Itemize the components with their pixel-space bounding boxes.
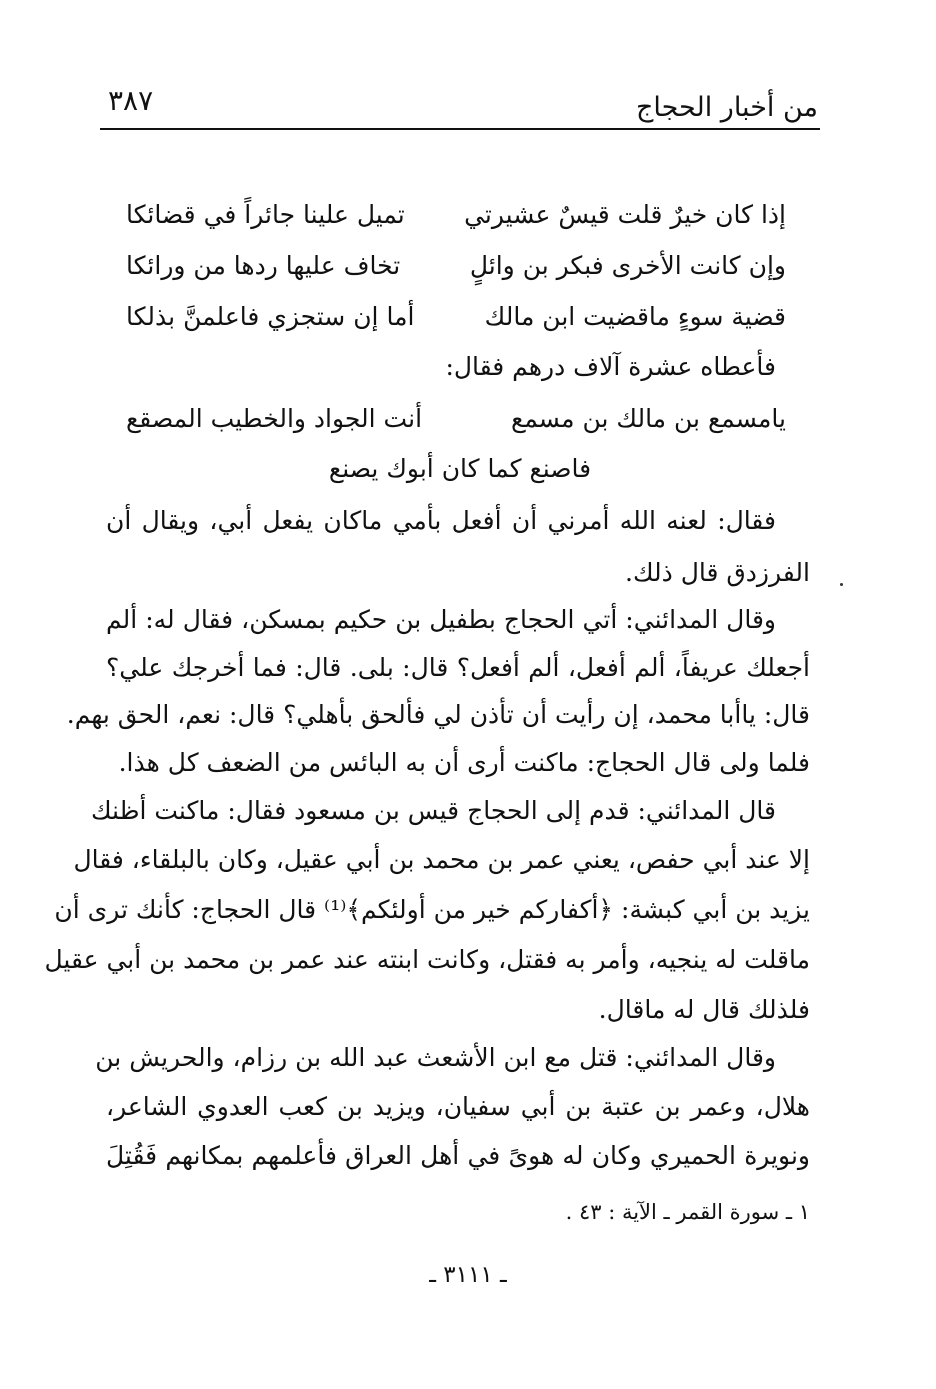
paragraph-line: أجعلك عريفاً، ألم أفعل، ألم أفعل؟ قال: بلى. قال: فما أخرجك علي؟ xyxy=(106,653,810,682)
paragraph-line: يزيد بن أبي كبشة: ﴿أكفاركم خير من أولئكم﴾⁽¹⁾ قال الحجاج: كأنك ترى أن xyxy=(54,895,810,924)
verse-second-hemistich: تميل علينا جائراً في قضائكا xyxy=(126,200,405,229)
paragraph-line: فلذلك قال له ماقال. xyxy=(598,995,810,1024)
paragraph-line: ونويرة الحميري وكان له هوىً في أهل العراق فأعلمهم بمكانهم فَقُتِلَ xyxy=(106,1141,810,1170)
paragraph-line: إلا عند أبي حفص، يعني عمر بن محمد بن أبي عقيل، وكان بالبلقاء، فقال xyxy=(73,845,810,874)
running-title: من أخبار الحجاج xyxy=(635,92,818,123)
paragraph-line: فقال: لعنه الله أمرني أن أفعل بأمي ماكان يفعل أبي، ويقال أن xyxy=(106,506,776,535)
verse-second-hemistich: أما إن ستجزي فاعلمنَّ بذلكا xyxy=(126,302,415,331)
verse-single-line: فاصنع كما كان أبوك يصنع xyxy=(328,454,592,483)
verse-line xyxy=(126,404,786,444)
scan-speck xyxy=(840,583,843,586)
verse-second-hemistich: تخاف عليها ردها من ورائكا xyxy=(126,251,401,280)
verse-line xyxy=(126,200,786,240)
verse-first-hemistich: إذا كان خيرٌ قلت قيسٌ عشيرتي xyxy=(464,200,786,229)
verse-second-hemistich: أنت الجواد والخطيب المصقع xyxy=(126,404,423,433)
verse-line xyxy=(126,302,786,342)
verse-first-hemistich: يامسمع بن مالك بن مسمع xyxy=(511,404,786,433)
verse-line xyxy=(126,251,786,291)
paragraph-line: الفرزدق قال ذلك. xyxy=(625,558,810,587)
paragraph-line: قال المدائني: قدم إلى الحجاج قيس بن مسعود فقال: ماكنت أظنك xyxy=(90,796,776,825)
paragraph-line: فلما ولى قال الحجاج: ماكنت أرى أن به البائس من الضعف كل هذا. xyxy=(118,748,810,777)
paragraph-line: قال: ياأبا محمد، إن رأيت أن تأذن لي فألحق بأهلي؟ قال: نعم، الحق بهم. xyxy=(66,700,810,729)
page-footer-number: ـ ٣١١١ ـ xyxy=(429,1262,507,1288)
footnote: ١ ـ سورة القمر ـ الآية : ٤٣ . xyxy=(565,1200,810,1224)
header-rule xyxy=(100,128,820,130)
paragraph-line: وقال المدائني: قتل مع ابن الأشعث عبد الله بن رزام، والحريش بن xyxy=(95,1043,776,1072)
verse-first-hemistich: قضية سوءٍ ماقضيت ابن مالك xyxy=(484,302,786,331)
verse-first-hemistich: وإن كانت الأخرى فبكر بن وائلٍ xyxy=(469,251,786,280)
paragraph-line: وقال المدائني: أتي الحجاج بطفيل بن حكيم بمسكن، فقال له: ألم xyxy=(106,605,776,634)
narration-line: فأعطاه عشرة آلاف درهم فقال: xyxy=(445,352,776,381)
paragraph-line: ماقلت له ينجيه، وأمر به فقتل، وكانت ابنته عند عمر بن محمد بن أبي عقيل xyxy=(44,945,810,974)
page-number: ٣٨٧ xyxy=(108,84,154,117)
paragraph-line: هلال، وعمر بن عتبة بن أبي سفيان، ويزيد بن كعب العدوي الشاعر، xyxy=(106,1092,810,1121)
